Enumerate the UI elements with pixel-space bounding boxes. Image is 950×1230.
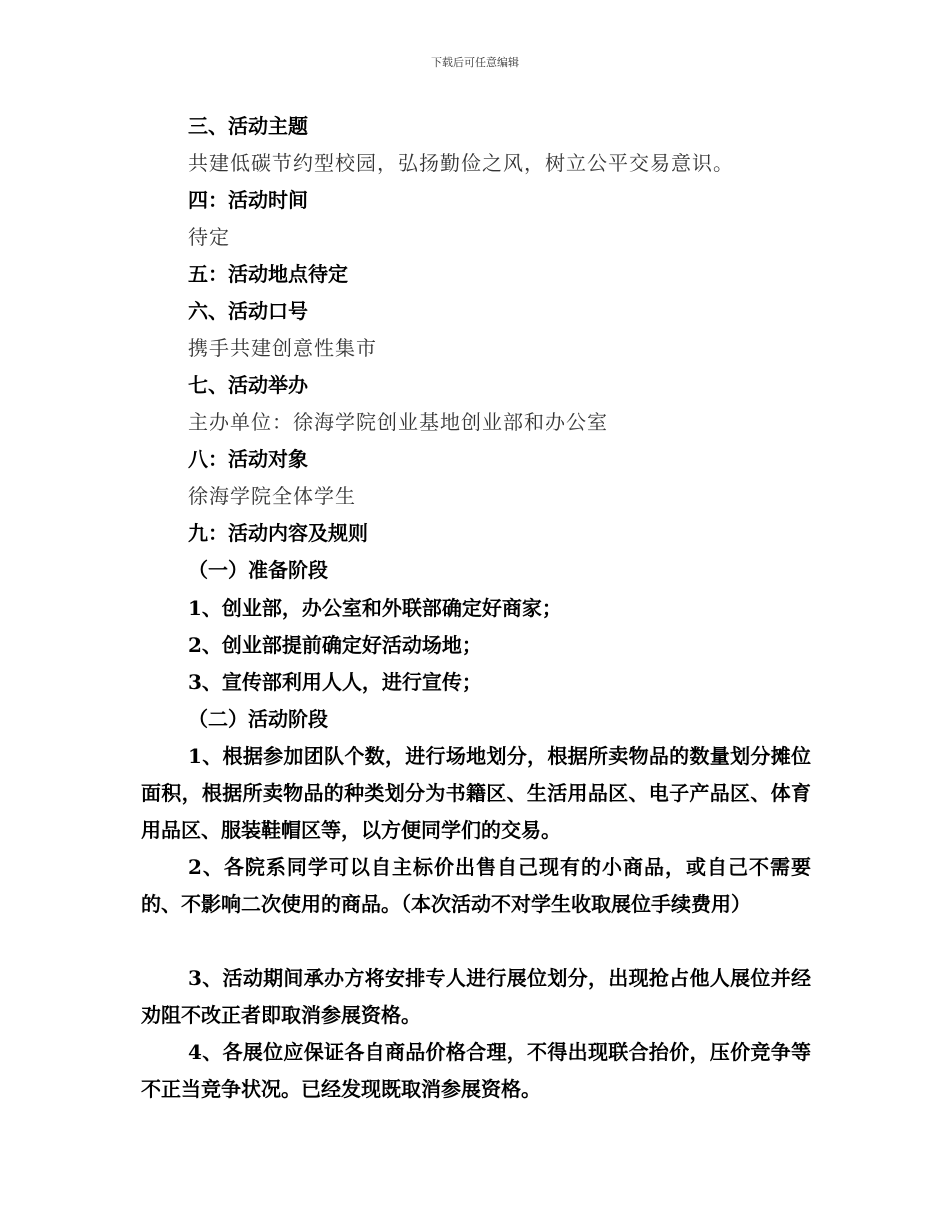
stage-paragraph-1 <box>141 738 811 849</box>
stage-paragraph-2 <box>141 849 811 923</box>
slogan-heading: 六、活动口号 <box>188 299 308 323</box>
theme-heading: 三、活动主题 <box>188 114 308 138</box>
stage-paragraph-4 <box>141 1034 811 1108</box>
page-header: 下载后可任意编辑 <box>431 56 519 69</box>
stage-paragraph-3 <box>141 960 811 1034</box>
organizer-heading: 七、活动举办 <box>188 373 308 397</box>
organizer-text: 主办单位：徐海学院创业基地创业部和办公室 <box>188 410 608 434</box>
theme-text: 共建低碳节约型校园，弘扬勤俭之风，树立公平交易意识。 <box>188 151 734 175</box>
stage-paragraph-1-text: 1、根据参加团队个数，进行场地划分，根据所卖物品的数量划分摊位面积，根据所卖物品的种类划分为书籍区、生活用品区、电子产品区、体育用品区、服装鞋帽区等，以方便同学们的交易。 <box>141 744 811 842</box>
slogan-text: 携手共建创意性集市 <box>188 336 377 360</box>
prep-item-2: 2、创业部提前确定好活动场地； <box>188 633 482 657</box>
time-text: 待定 <box>188 225 230 249</box>
prep-heading: （一）准备阶段 <box>188 558 328 582</box>
target-text: 徐海学院全体学生 <box>188 484 356 508</box>
stage-paragraph-3-text: 3、活动期间承办方将安排专人进行展位划分，出现抢占他人展位并经劝阻不改正者即取消参展资格。 <box>141 966 811 1027</box>
target-heading: 八：活动对象 <box>188 447 308 471</box>
prep-item-3: 3、宣传部利用人人，进行宣传； <box>188 670 482 694</box>
place-heading: 五：活动地点待定 <box>188 262 348 286</box>
stage-paragraph-2-text: 2、各院系同学可以自主标价出售自己现有的小商品，或自己不需要的、不影响二次使用的商品。（本次活动不对学生收取展位手续费用） <box>141 855 811 916</box>
stage-heading: （二）活动阶段 <box>188 707 328 731</box>
stage-paragraph-4-text: 4、各展位应保证各自商品价格合理，不得出现联合抬价，压价竞争等不正当竞争状况。已经发现既取消参展资格。 <box>141 1040 811 1101</box>
content-heading: 九：活动内容及规则 <box>188 521 368 545</box>
time-heading: 四：活动时间 <box>188 188 308 212</box>
prep-item-1: 1、创业部，办公室和外联部确定好商家； <box>188 596 562 620</box>
